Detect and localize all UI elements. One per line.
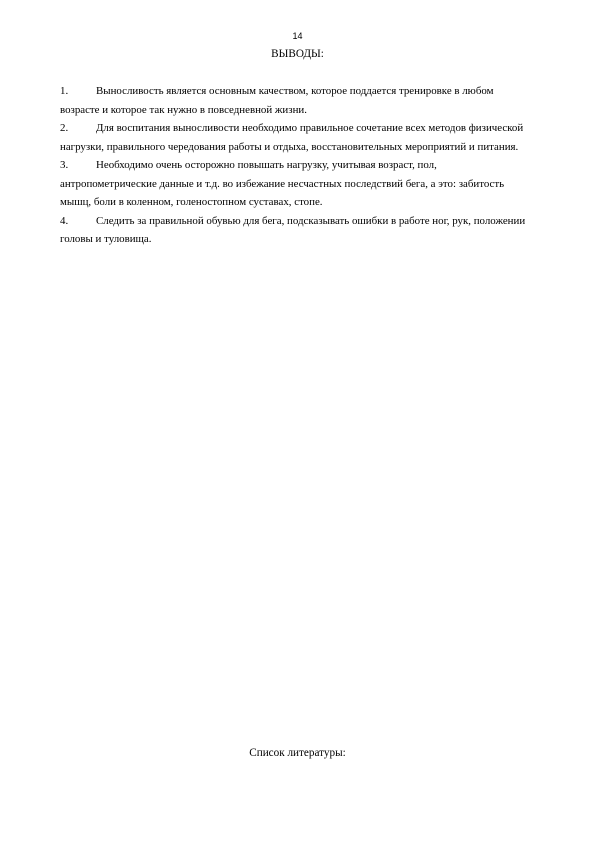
conclusion-number: 1. (60, 85, 69, 97)
conclusion-item-2 (60, 119, 530, 156)
conclusion-item-4 (60, 212, 530, 249)
page-number: 14 (292, 31, 303, 41)
conclusion-text: Для воспитания выносливости необходимо правильное сочетание всех методов физической нагрузки, правильного чередования работы и отдыха, восстановительных мероприятий и питания. (60, 122, 524, 153)
conclusion-number: 3. (60, 159, 69, 171)
conclusion-item-1 (60, 82, 530, 119)
conclusion-text: Выносливость является основным качеством, которое поддается тренировке в любом возрасте и которое так нужно в повседневной жизни. (60, 85, 494, 116)
conclusion-number: 2. (60, 122, 69, 134)
conclusions-list (60, 82, 530, 249)
references-heading: Список литературы: (249, 747, 346, 759)
conclusion-text: Следить за правильной обувью для бега, подсказывать ошибки в работе ног, рук, положении головы и туловища. (60, 214, 526, 245)
conclusion-item-3 (60, 156, 530, 212)
conclusion-number: 4. (60, 214, 69, 227)
conclusions-heading: ВЫВОДЫ: (271, 48, 324, 60)
conclusion-text: Необходимо очень осторожно повышать нагрузку, учитывая возраст, пол, антропометрические данные и т.д. во избежание несчастных последствий бега, а это: забитость мышц, боли в коленном, голеностопном суставах, стопе. (60, 159, 505, 208)
